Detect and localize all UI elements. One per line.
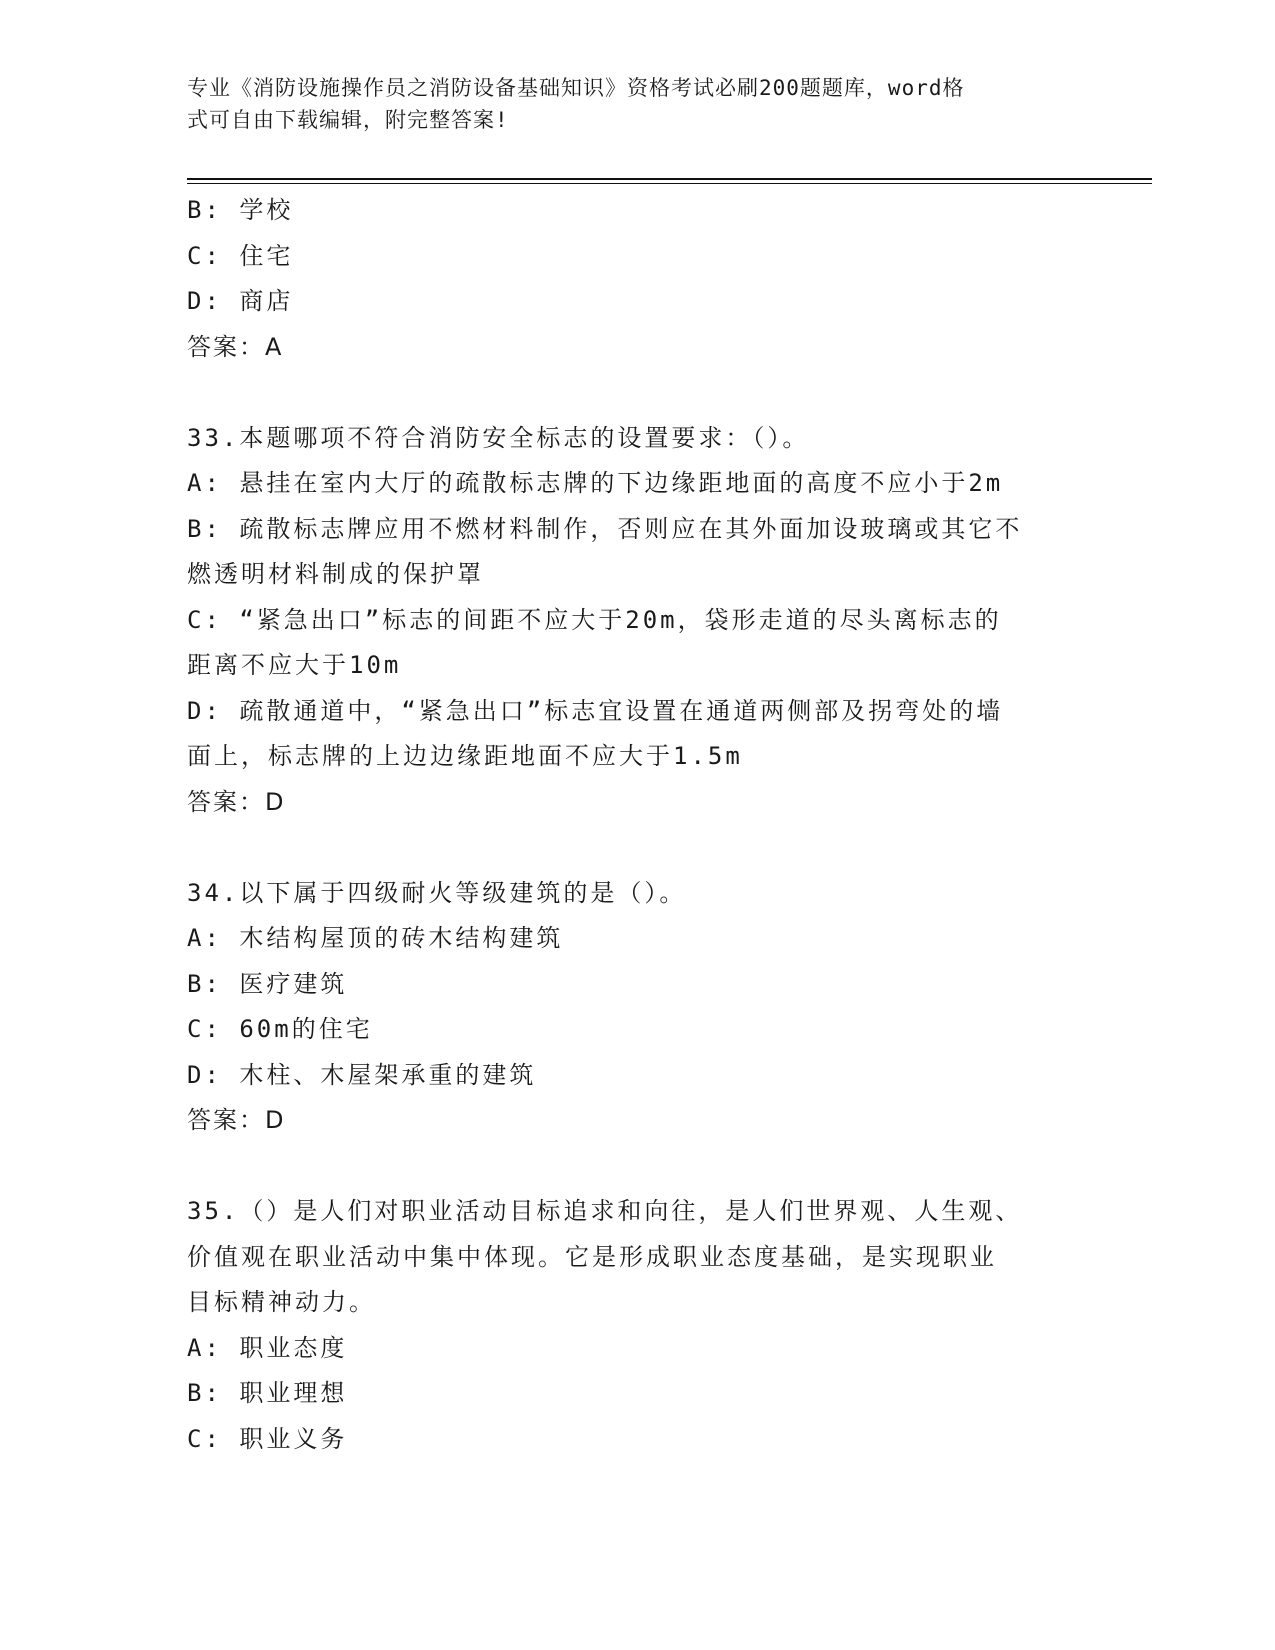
option-c: C: 住宅 [187, 241, 294, 270]
option-b: B: 疏散标志牌应用不燃材料制作，否则应在其外面加设玻璃或其它不 [187, 514, 1023, 543]
answer: 答案：D [187, 787, 286, 816]
spacer [187, 370, 1087, 416]
option-a: A: 职业态度 [187, 1333, 348, 1362]
option-b: B: 学校 [187, 196, 294, 224]
question-content [187, 188, 1087, 1462]
option-a: A: 木结构屋顶的砖木结构建筑 [187, 924, 564, 952]
question-stem: 35.（）是人们对职业活动目标追求和向往，是人们世界观、人生观、 [187, 1197, 1023, 1225]
document-header [187, 72, 1067, 136]
spacer [187, 825, 1087, 871]
question-32 [187, 188, 1087, 370]
option-b: B: 医疗建筑 [187, 969, 348, 998]
header-rule-thick [187, 178, 1152, 180]
question-33 [187, 416, 1087, 826]
option-b-continued: 燃透明材料制成的保护罩 [187, 560, 484, 588]
option-c: C: “紧急出口”标志的间距不应大于20m，袋形走道的尽头离标志的 [187, 605, 1002, 634]
spacer [187, 1144, 1087, 1190]
option-b: B: 职业理想 [187, 1379, 348, 1407]
option-c-continued: 距离不应大于10m [187, 651, 402, 679]
option-d: D: 商店 [187, 287, 294, 315]
question-34 [187, 871, 1087, 1144]
header-rule-thin [187, 183, 1152, 184]
question-stem-continued: 目标精神动力。 [187, 1288, 376, 1316]
option-c: C: 职业义务 [187, 1424, 348, 1453]
question-stem-continued: 价值观在职业活动中集中体现。它是形成职业态度基础，是实现职业 [187, 1242, 997, 1271]
question-stem: 33.本题哪项不符合消防安全标志的设置要求：（）。 [187, 423, 810, 452]
option-d: D: 疏散通道中，“紧急出口”标志宜设置在通道两侧部及拐弯处的墙 [187, 696, 1004, 725]
option-d-continued: 面上，标志牌的上边边缘距地面不应大于1.5m [187, 742, 743, 770]
question-35 [187, 1189, 1087, 1462]
header-line-2: 式可自由下载编辑，附完整答案! [187, 108, 509, 132]
option-c: C: 60m的住宅 [187, 1015, 373, 1043]
option-d: D: 木柱、木屋架承重的建筑 [187, 1060, 537, 1089]
question-stem: 34.以下属于四级耐火等级建筑的是（）。 [187, 878, 687, 907]
option-a: A: 悬挂在室内大厅的疏散标志牌的下边缘距地面的高度不应小于2m [187, 469, 1004, 497]
answer: 答案：A [187, 332, 284, 361]
answer: 答案：D [187, 1106, 286, 1134]
header-line-1: 专业《消防设施操作员之消防设备基础知识》资格考试必刷200题题库，word格 [187, 76, 965, 100]
